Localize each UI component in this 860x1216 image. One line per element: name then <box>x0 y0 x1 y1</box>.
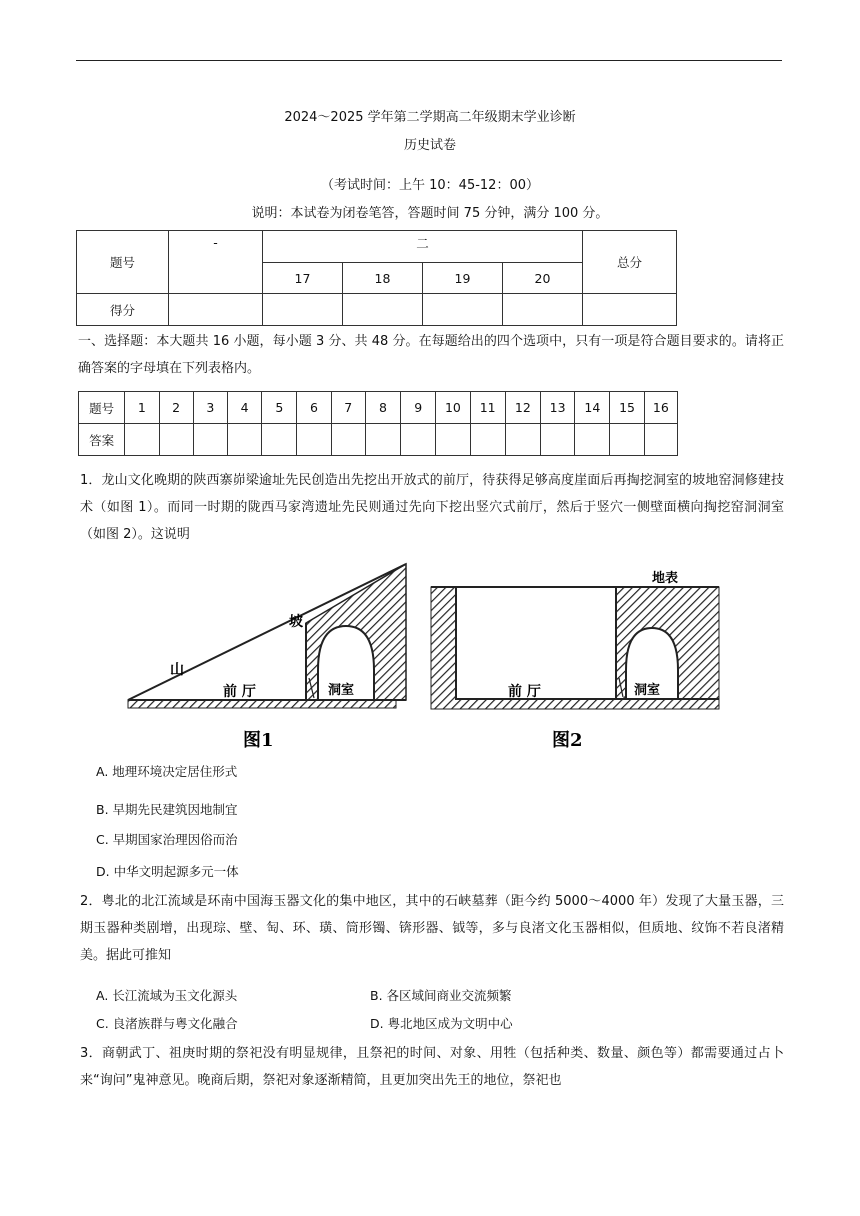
answer-cell[interactable] <box>262 424 297 456</box>
figure-2-diagram <box>431 570 719 751</box>
answer-cell[interactable] <box>575 424 610 456</box>
score-table-part-two: 二 <box>263 231 583 263</box>
figure-1-diagram <box>128 564 406 751</box>
answer-number: 4 <box>227 392 261 424</box>
score-cell[interactable] <box>423 294 503 326</box>
exam-subject: 历史试卷 <box>403 138 456 153</box>
question-1-option-d[interactable]: D. 中华文明起源多元一体 <box>96 864 239 879</box>
answer-cell[interactable] <box>227 424 261 456</box>
score-cell[interactable] <box>263 294 343 326</box>
answer-table <box>78 391 678 456</box>
figure-2-hall-label: 前 厅 <box>508 684 541 700</box>
score-table-header-number: 题号 <box>77 231 169 294</box>
figure-2-cave-label: 洞室 <box>634 683 661 698</box>
answer-number: 15 <box>610 392 644 424</box>
question-1-figures <box>116 560 786 760</box>
question-2-option-d[interactable]: D. 粤北地区成为文明中心 <box>370 1016 513 1031</box>
answer-cell[interactable] <box>125 424 159 456</box>
answer-table-header-number: 题号 <box>79 392 125 424</box>
answer-cell[interactable] <box>193 424 227 456</box>
answer-number: 3 <box>193 392 227 424</box>
answer-number: 5 <box>262 392 297 424</box>
question-2-option-a[interactable]: A. 长江流域为玉文化源头 <box>96 988 238 1003</box>
answer-number: 12 <box>505 392 540 424</box>
question-2-option-b[interactable]: B. 各区域间商业交流频繁 <box>370 988 512 1003</box>
answer-cell[interactable] <box>331 424 365 456</box>
answer-cell[interactable] <box>644 424 677 456</box>
answer-number: 6 <box>297 392 331 424</box>
figure-2-surface-label: 地表 <box>652 571 679 586</box>
answer-cell[interactable] <box>541 424 575 456</box>
exam-time: （考试时间：上午 10：45-12：00） <box>321 178 539 193</box>
answer-cell[interactable] <box>436 424 470 456</box>
figure-1-hall-label: 前 厅 <box>223 684 256 700</box>
score-table-row-score: 得分 <box>77 294 169 326</box>
question-1-stem: 1．龙山文化晚期的陕西寨峁梁逾址先民创造出先挖出开放式的前厅，待获得足够高度崖面后再掏挖洞室的坡地窑洞修建技术（如图 1）。而同一时期的陇西马家湾遗址先民则通过先向下挖出竖穴式前厅，然后于竖穴一侧壁面横向掏挖窑洞洞室（如图 2）。这说明 <box>80 473 784 542</box>
question-2-option-c[interactable]: C. 良渚族群与粤文化融合 <box>96 1016 238 1031</box>
answer-number: 1 <box>125 392 159 424</box>
score-table-total: 总分 <box>583 231 677 294</box>
answer-cell[interactable] <box>470 424 505 456</box>
figure-2-caption: 图2 <box>552 730 583 751</box>
figure-1-caption: 图1 <box>243 730 274 751</box>
score-table-q18: 18 <box>343 263 423 294</box>
answer-cell[interactable] <box>505 424 540 456</box>
exam-note: 说明：本试卷为闭卷笔答，答题时间 75 分钟，满分 100 分。 <box>251 206 609 221</box>
exam-title: 2024～2025 学年第二学期高二年级期末学业诊断 <box>284 110 576 125</box>
answer-table-header-answer: 答案 <box>79 424 125 456</box>
answer-cell[interactable] <box>365 424 400 456</box>
score-cell[interactable] <box>169 294 263 326</box>
answer-cell[interactable] <box>159 424 193 456</box>
figure-1-slope-label: 坡 <box>289 614 303 630</box>
answer-number: 11 <box>470 392 505 424</box>
answer-cell[interactable] <box>610 424 644 456</box>
score-cell[interactable] <box>343 294 423 326</box>
question-1-option-a[interactable]: A. 地理环境决定居住形式 <box>96 764 238 779</box>
answer-number: 14 <box>575 392 610 424</box>
answer-number: 10 <box>436 392 470 424</box>
score-table-q17: 17 <box>263 263 343 294</box>
answer-number: 9 <box>401 392 436 424</box>
score-table-part-one: - <box>169 231 263 294</box>
answer-cell[interactable] <box>297 424 331 456</box>
answer-number: 7 <box>331 392 365 424</box>
score-cell[interactable] <box>583 294 677 326</box>
answer-cell[interactable] <box>401 424 436 456</box>
answer-number: 8 <box>365 392 400 424</box>
score-table-q19: 19 <box>423 263 503 294</box>
top-rule <box>76 60 782 61</box>
question-1-option-c[interactable]: C. 早期国家治理因俗而治 <box>96 832 238 847</box>
answer-number: 13 <box>541 392 575 424</box>
question-3-stem: 3．商朝武丁、祖庚时期的祭祀没有明显规律，且祭祀的时间、对象、用牲（包括种类、数量、颜色等）都需要通过占卜来“询问”鬼神意见。晚商后期，祭祀对象逐渐精简，且更加突出先王的地位，祭祀也 <box>80 1046 784 1088</box>
figure-1-cave-label: 洞室 <box>328 683 355 698</box>
question-2-stem: 2．粤北的北江流域是环南中国海玉器文化的集中地区，其中的石峡墓葬（距今约 5000～4000 年）发现了大量玉器，三期玉器种类剧增，出现琮、壁、匋、环、璜、筒形镯、锛形器、钺等，多与良渚文化玉器相似，但质地、纹饰不若良渚精美。据此可推知 <box>80 894 784 963</box>
answer-number: 2 <box>159 392 193 424</box>
figure-1-mountain-label: 山 <box>170 662 184 678</box>
score-table-q20: 20 <box>503 263 583 294</box>
answer-number: 16 <box>644 392 677 424</box>
score-cell[interactable] <box>503 294 583 326</box>
score-table <box>76 230 677 326</box>
section-one-instructions: 一、选择题：本大题共 16 小题，每小题 3 分、共 48 分。在每题给出的四个选项中，只有一项是符合题目要求的。请将正确答案的字母填在下列表格内。 <box>78 334 784 376</box>
question-1-option-b[interactable]: B. 早期先民建筑因地制宜 <box>96 802 238 817</box>
